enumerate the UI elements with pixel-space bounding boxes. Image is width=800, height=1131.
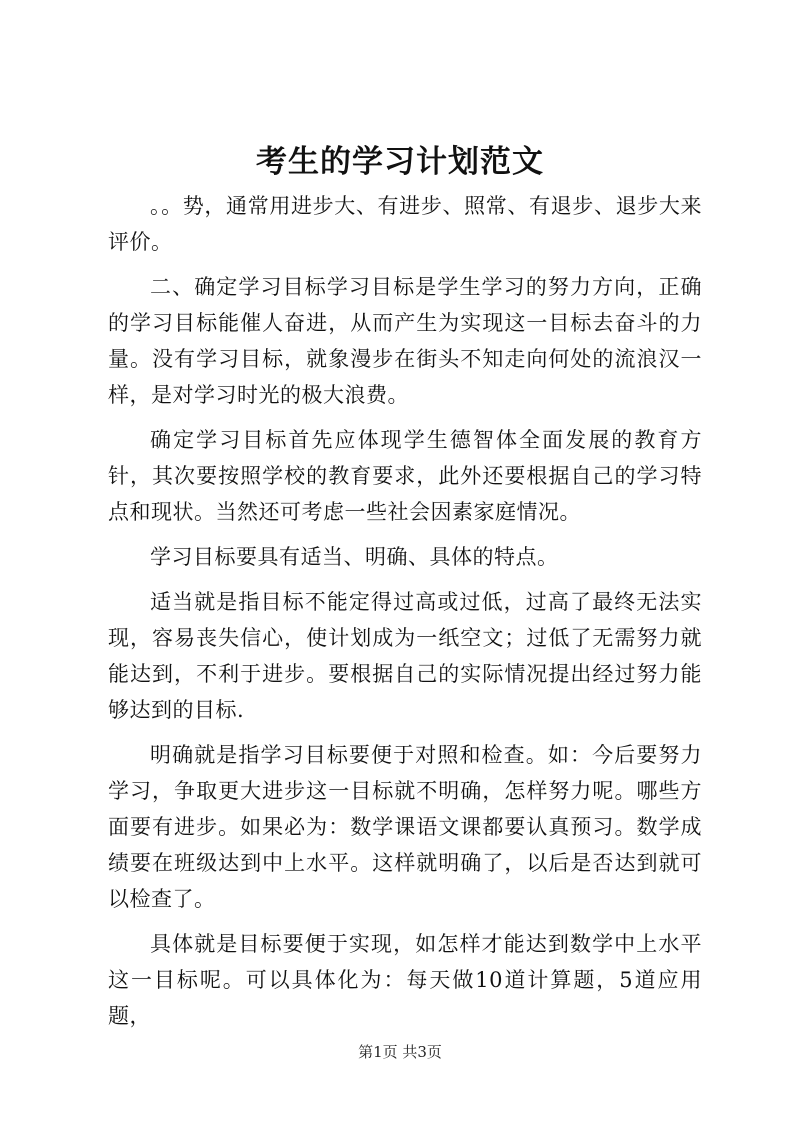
paragraph: 学习目标要具有适当、明确、具体的特点。: [150, 545, 559, 569]
document-body: [108, 188, 702, 1043]
document-title: 考生的学习计划范文: [256, 144, 544, 180]
paragraph: 适当就是指目标不能定得过高或过低，过高了最终无法实现，容易丧失信心，使计划成为一纸空文；过低了无需努力就能达到，不利于进步。要根据自己的实际情况提出经过努力能够达到的目标.: [108, 590, 702, 722]
paragraph: 明确就是指学习目标要便于对照和检查。如：今后要努力学习，争取更大进步这一目标就不明确，怎样努力呢。哪些方面要有进步。如果必为：数学课语文课都要认真预习。数学成绩要在班级达到中上水平。这样就明确了，以后是否达到就可以检查了。: [108, 743, 702, 911]
paragraph: 具体就是目标要便于实现，如怎样才能达到数学中上水平这一目标呢。可以具体化为：每天做10道计算题，5道应用题，: [108, 932, 702, 1028]
paragraph: 二、确定学习目标学习目标是学生学习的努力方向，正确的学习目标能催人奋进，从而产生为实现这一目标去奋斗的力量。没有学习目标，就象漫步在街头不知走向何处的流浪汉一样，是对学习时光的极大浪费。: [108, 275, 702, 407]
page-number-footer: 第1页 共3页: [358, 1043, 442, 1061]
paragraph: 确定学习目标首先应体现学生德智体全面发展的教育方针，其次要按照学校的教育要求，此外还要根据自己的学习特点和现状。当然还可考虑一些社会因素家庭情况。: [108, 428, 702, 524]
paragraph: 。。势，通常用进步大、有进步、照常、有退步、退步大来评价。: [108, 194, 702, 254]
